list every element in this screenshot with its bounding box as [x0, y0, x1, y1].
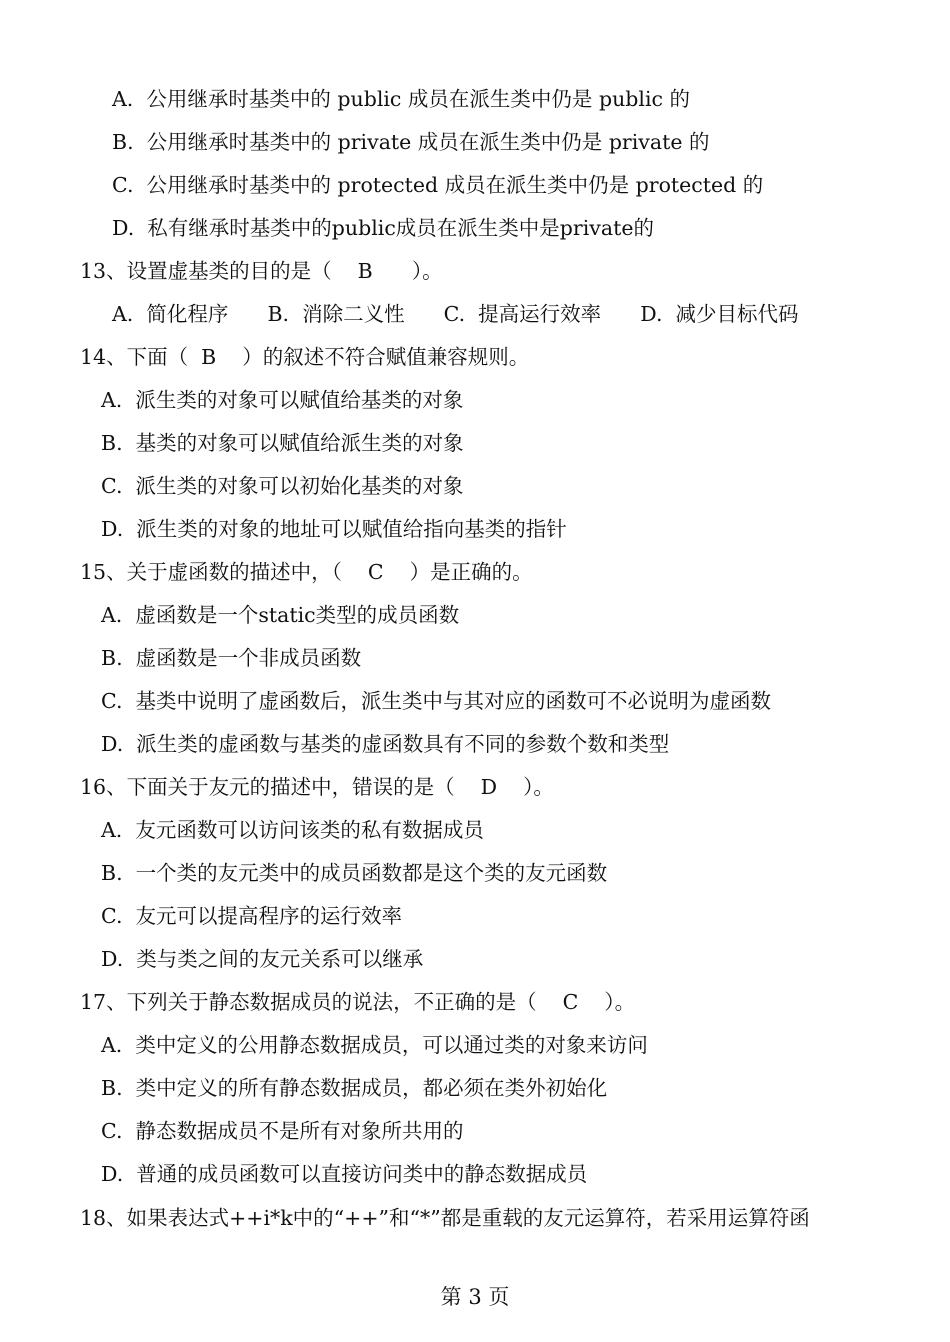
- q15-stem: 15、关于虚函数的描述中，（ C ）是正确的。: [80, 560, 533, 584]
- q18-stem: 18、如果表达式++i*k中的“++”和“*”都是重载的友元运算符，若采用运算符函: [80, 1206, 810, 1230]
- q15-option-d: D. 派生类的虚函数与基类的虚函数具有不同的参数个数和类型: [101, 732, 670, 756]
- q16-option-b: B. 一个类的友元类中的成员函数都是这个类的友元函数: [101, 861, 608, 885]
- q16-option-a: A. 友元函数可以访问该类的私有数据成员: [101, 818, 484, 842]
- q17-option-d: D. 普通的成员函数可以直接访问类中的静态数据成员: [101, 1162, 588, 1186]
- q15-option-c: C. 基类中说明了虚函数后，派生类中与其对应的函数可不必说明为虚函数: [101, 689, 772, 713]
- q16-option-d: D. 类与类之间的友元关系可以继承: [101, 947, 424, 971]
- q12-option-d: D. 私有继承时基类中的public成员在派生类中是private的: [112, 216, 654, 240]
- q12-option-c: C. 公用继承时基类中的 protected 成员在派生类中仍是 protected 的: [112, 173, 764, 197]
- q17-stem: 17、下列关于静态数据成员的说法，不正确的是（ C ）。: [80, 990, 636, 1014]
- q14-option-c: C. 派生类的对象可以初始化基类的对象: [101, 474, 464, 498]
- q12-option-b: B. 公用继承时基类中的 private 成员在派生类中仍是 private 的: [112, 130, 710, 154]
- q17-option-a: A. 类中定义的公用静态数据成员，可以通过类的对象来访问: [101, 1033, 648, 1057]
- q14-option-b: B. 基类的对象可以赋值给派生类的对象: [101, 431, 464, 455]
- q17-option-c: C. 静态数据成员不是所有对象所共用的: [101, 1119, 464, 1143]
- q14-option-d: D. 派生类的对象的地址可以赋值给指向基类的指针: [101, 517, 567, 541]
- q13-options: A. 简化程序 B. 消除二义性 C. 提高运行效率 D. 减少目标代码: [112, 302, 799, 326]
- q14-option-a: A. 派生类的对象可以赋值给基类的对象: [101, 388, 464, 412]
- q16-stem: 16、下面关于友元的描述中，错误的是（ D ）。: [80, 775, 554, 799]
- q16-option-c: C. 友元可以提高程序的运行效率: [101, 904, 403, 928]
- q14-stem: 14、下面（ B ）的叙述不符合赋值兼容规则。: [80, 345, 530, 369]
- q12-option-a: A. 公用继承时基类中的 public 成员在派生类中仍是 public 的: [112, 87, 691, 111]
- q15-option-a: A. 虚函数是一个static类型的成员函数: [101, 603, 460, 627]
- q13-stem: 13、设置虚基类的目的是（ B ）。: [80, 259, 443, 283]
- q17-option-b: B. 类中定义的所有静态数据成员，都必须在类外初始化: [101, 1076, 608, 1100]
- q15-option-b: B. 虚函数是一个非成员函数: [101, 646, 362, 670]
- page-number: 第 3 页: [440, 1285, 510, 1309]
